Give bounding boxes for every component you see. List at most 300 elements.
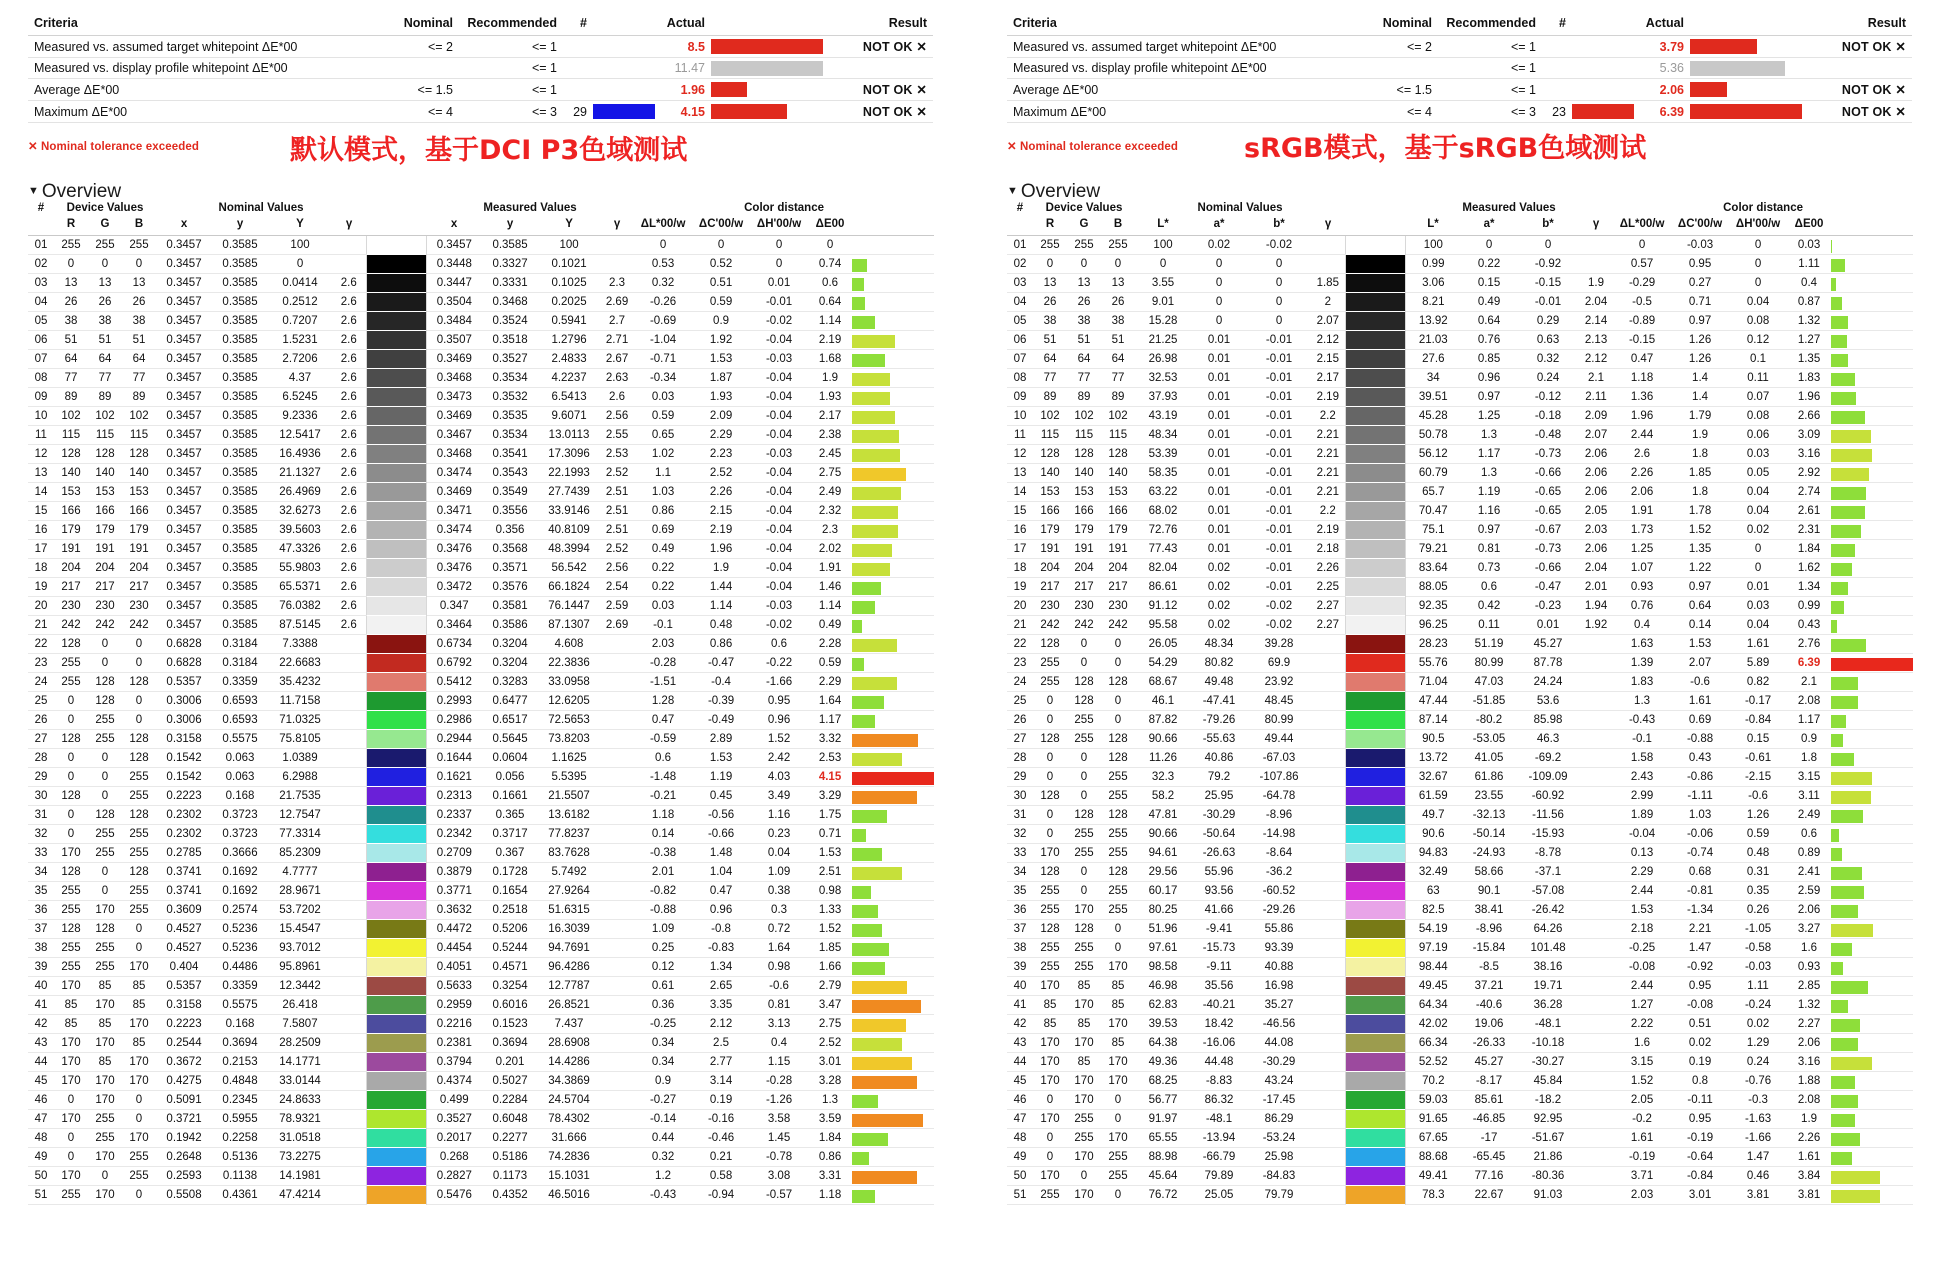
measurement-body [28, 236, 934, 1205]
cell-g: 255 [1067, 844, 1101, 863]
cell-delta-e: 2.08 [1787, 1091, 1831, 1110]
color-swatch [367, 236, 426, 254]
color-swatch-cell [1345, 293, 1405, 312]
cell-measured-2: 0.0604 [482, 749, 538, 768]
color-swatch [1346, 1091, 1405, 1109]
cell-nominal-gamma [332, 1015, 366, 1034]
cell-delta-h: -0.24 [1729, 996, 1787, 1015]
cell-measured-3: -0.23 [1517, 597, 1579, 616]
cell-measured-2: 0.85 [1461, 350, 1517, 369]
cell-r: 0 [1033, 1091, 1067, 1110]
cell-nominal-3: 4.37 [268, 369, 332, 388]
th-mx: x [426, 217, 482, 236]
delta-e-bar [1831, 1133, 1860, 1146]
cell-nominal-gamma: 2.2 [1311, 407, 1345, 426]
delta-e-bar [1831, 1114, 1855, 1127]
cell-nominal-1: 0.5508 [156, 1186, 212, 1205]
cell-nominal-1: 58.35 [1135, 464, 1191, 483]
cell-measured-1: 0.3504 [426, 293, 482, 312]
cell-delta-c: -0.6 [1671, 673, 1729, 692]
cell-g: 170 [1067, 1072, 1101, 1091]
cell-measured-gamma: 2.1 [1579, 369, 1613, 388]
cell-measured-gamma: 2.06 [1579, 540, 1613, 559]
table-row [1007, 882, 1913, 901]
cell-nominal-3: -53.24 [1247, 1129, 1311, 1148]
color-swatch [1346, 996, 1405, 1014]
cell-measured-2: 0.6 [1461, 578, 1517, 597]
cell-r: 166 [54, 502, 88, 521]
cell-measured-2: 0.3586 [482, 616, 538, 635]
cell-measured-gamma [600, 1167, 634, 1186]
cell-b: 0 [1101, 654, 1135, 673]
color-swatch-cell [366, 502, 426, 521]
cell-nominal-1: 21.25 [1135, 331, 1191, 350]
row-index: 45 [1007, 1072, 1033, 1091]
th-dE: ΔE00 [1787, 217, 1831, 236]
table-row [1007, 635, 1913, 654]
cell-nominal-3: 9.2336 [268, 407, 332, 426]
cell-b: 0 [1101, 920, 1135, 939]
cell-g: 255 [1067, 958, 1101, 977]
criteria-result [823, 58, 933, 79]
color-swatch [367, 483, 426, 501]
cell-nominal-gamma [332, 1091, 366, 1110]
cell-nominal-3: -17.45 [1247, 1091, 1311, 1110]
cell-measured-gamma [1579, 1072, 1613, 1091]
cell-delta-e: 1.84 [808, 1129, 852, 1148]
cell-delta-e: 2.38 [808, 426, 852, 445]
color-swatch [367, 635, 426, 653]
cell-nominal-3: -8.64 [1247, 844, 1311, 863]
cell-g: 0 [1067, 654, 1101, 673]
cell-measured-gamma: 2.01 [1579, 578, 1613, 597]
cell-measured-1: 0.6734 [426, 635, 482, 654]
color-swatch [1346, 521, 1405, 539]
cell-nominal-2: 0.02 [1191, 559, 1247, 578]
cell-nominal-gamma: 2.6 [332, 369, 366, 388]
cell-measured-1: 66.34 [1405, 1034, 1461, 1053]
delta-e-bar [1831, 297, 1842, 310]
delta-e-bar-cell [852, 293, 934, 312]
color-swatch [1346, 863, 1405, 881]
cell-measured-1: 49.41 [1405, 1167, 1461, 1186]
cell-nominal-gamma [332, 958, 366, 977]
cell-nominal-3: 31.0518 [268, 1129, 332, 1148]
cell-delta-h: 0.23 [750, 825, 808, 844]
cell-measured-2: 0.5244 [482, 939, 538, 958]
cell-measured-1: 60.79 [1405, 464, 1461, 483]
cell-nominal-2: 86.32 [1191, 1091, 1247, 1110]
cell-delta-e: 3.84 [1787, 1167, 1831, 1186]
cell-delta-h: 3.49 [750, 787, 808, 806]
cell-g: 0 [88, 255, 122, 274]
cell-delta-c: 0.64 [1671, 597, 1729, 616]
row-index: 30 [1007, 787, 1033, 806]
cell-nominal-2: 0.3585 [212, 540, 268, 559]
color-swatch [367, 369, 426, 387]
color-swatch-cell [1345, 1110, 1405, 1129]
cell-delta-c: 1.22 [1671, 559, 1729, 578]
cell-nominal-1: 11.26 [1135, 749, 1191, 768]
cell-delta-h: 0.26 [1729, 901, 1787, 920]
cell-nominal-gamma [1311, 635, 1345, 654]
cell-g: 153 [1067, 483, 1101, 502]
table-row [1007, 996, 1913, 1015]
cell-measured-gamma [1579, 749, 1613, 768]
cell-measured-3: -0.47 [1517, 578, 1579, 597]
cell-nominal-2: 0.3585 [212, 369, 268, 388]
cell-nominal-gamma: 2.19 [1311, 521, 1345, 540]
cell-delta-c: -0.92 [1671, 958, 1729, 977]
cell-measured-gamma: 2.04 [1579, 559, 1613, 578]
cell-nominal-gamma [1311, 255, 1345, 274]
cell-measured-2: 0.5206 [482, 920, 538, 939]
cell-b: 128 [1101, 673, 1135, 692]
delta-e-bar-cell [852, 331, 934, 350]
cell-nominal-gamma [332, 692, 366, 711]
cell-measured-2: 0.3571 [482, 559, 538, 578]
cell-measured-3: -8.78 [1517, 844, 1579, 863]
cell-nominal-3: 1.0389 [268, 749, 332, 768]
cell-g: 128 [1067, 692, 1101, 711]
criteria-result: NOT OK ✕ [823, 36, 933, 58]
delta-e-bar-cell [852, 1110, 934, 1129]
delta-e-bar-cell [1831, 1167, 1913, 1186]
cell-delta-l: 1.25 [1613, 540, 1671, 559]
cell-measured-1: 34 [1405, 369, 1461, 388]
delta-e-bar-cell [1831, 1053, 1913, 1072]
cell-delta-c: 1.26 [1671, 331, 1729, 350]
cell-nominal-gamma [1311, 654, 1345, 673]
cell-nominal-2: 0.5236 [212, 920, 268, 939]
color-swatch [1346, 388, 1405, 406]
delta-e-bar [852, 354, 885, 367]
annotation-title-left: 默认模式，基于DCI P3色域测试 [290, 135, 688, 166]
cell-delta-c: 1.9 [692, 559, 750, 578]
cell-b: 255 [122, 901, 156, 920]
cell-nominal-1: 0.4527 [156, 920, 212, 939]
cell-measured-3: 5.5395 [538, 768, 600, 787]
cell-nominal-3: -67.03 [1247, 749, 1311, 768]
cell-nominal-2: 0.3585 [212, 521, 268, 540]
cell-measured-gamma [1579, 635, 1613, 654]
cell-g: 115 [88, 426, 122, 445]
cell-b: 0 [1101, 255, 1135, 274]
color-swatch [367, 863, 426, 881]
cell-nominal-1: 87.82 [1135, 711, 1191, 730]
cell-measured-2: 0 [1461, 236, 1517, 255]
color-swatch [367, 711, 426, 729]
cell-delta-c: 0.58 [692, 1167, 750, 1186]
cell-measured-3: 33.0958 [538, 673, 600, 692]
cell-nominal-1: 0.3609 [156, 901, 212, 920]
cell-delta-c: -1.34 [1671, 901, 1729, 920]
cell-nominal-gamma [1311, 692, 1345, 711]
row-index: 48 [28, 1129, 54, 1148]
cell-nominal-2: 0.3585 [212, 350, 268, 369]
table-row [1007, 730, 1913, 749]
cell-measured-2: 0.15 [1461, 274, 1517, 293]
overview-toggle-left[interactable] [28, 167, 955, 201]
cell-delta-e: 3.29 [808, 787, 852, 806]
delta-e-bar-cell [1831, 901, 1913, 920]
delta-e-bar [1831, 487, 1866, 500]
cell-nominal-2: 0.3585 [212, 597, 268, 616]
cell-nominal-3: 55.9803 [268, 559, 332, 578]
color-swatch-cell [366, 882, 426, 901]
cell-g: 51 [88, 331, 122, 350]
cell-nominal-gamma [332, 1072, 366, 1091]
cell-delta-c: 1.48 [692, 844, 750, 863]
color-swatch-cell [1345, 1091, 1405, 1110]
cell-delta-c: 0.19 [692, 1091, 750, 1110]
criteria-nominal: <= 1.5 [379, 79, 459, 101]
measurement-table-left [28, 201, 934, 1205]
color-swatch-cell [366, 977, 426, 996]
delta-e-bar [1831, 791, 1871, 804]
cell-r: 230 [54, 597, 88, 616]
cell-b: 85 [122, 996, 156, 1015]
color-swatch [1346, 559, 1405, 577]
cell-delta-c: 2.89 [692, 730, 750, 749]
color-swatch-cell [1345, 939, 1405, 958]
cell-delta-l: 0.53 [634, 255, 692, 274]
cell-measured-gamma: 2.52 [600, 540, 634, 559]
delta-e-bar-cell [852, 635, 934, 654]
cell-r: 85 [1033, 1015, 1067, 1034]
cell-nominal-2: 0.01 [1191, 350, 1247, 369]
cell-r: 170 [1033, 1034, 1067, 1053]
table-row [28, 654, 934, 673]
color-swatch-cell [1345, 350, 1405, 369]
cell-r: 0 [54, 825, 88, 844]
cell-nominal-3: -30.29 [1247, 1053, 1311, 1072]
cell-measured-gamma [1579, 787, 1613, 806]
cell-measured-2: 19.06 [1461, 1015, 1517, 1034]
cell-delta-c: 2.65 [692, 977, 750, 996]
delta-e-bar-cell [852, 521, 934, 540]
delta-e-bar [1831, 1038, 1857, 1051]
cell-nominal-1: 86.61 [1135, 578, 1191, 597]
cell-measured-3: 21.5507 [538, 787, 600, 806]
color-swatch-cell [366, 958, 426, 977]
cell-b: 77 [1101, 369, 1135, 388]
cell-nominal-2: -30.29 [1191, 806, 1247, 825]
cell-delta-h: 0.48 [1729, 844, 1787, 863]
cell-g: 255 [88, 1129, 122, 1148]
cell-nominal-3: -107.86 [1247, 768, 1311, 787]
color-swatch-cell [366, 939, 426, 958]
cell-delta-e: 0.43 [1787, 616, 1831, 635]
row-index: 44 [1007, 1053, 1033, 1072]
cell-delta-c: -0.39 [692, 692, 750, 711]
cell-delta-c: -0.88 [1671, 730, 1729, 749]
cell-measured-2: 22.67 [1461, 1186, 1517, 1205]
cell-nominal-gamma [332, 920, 366, 939]
color-swatch-cell [366, 825, 426, 844]
cell-measured-2: 0.3534 [482, 369, 538, 388]
cell-measured-3: 45.84 [1517, 1072, 1579, 1091]
cell-r: 0 [54, 806, 88, 825]
cell-nominal-1: 0.3672 [156, 1053, 212, 1072]
collapse-triangle-icon[interactable]: ▼ [28, 185, 39, 197]
delta-e-bar-cell [852, 920, 934, 939]
cell-measured-1: 71.04 [1405, 673, 1461, 692]
cell-delta-e: 0.98 [808, 882, 852, 901]
color-swatch [1346, 977, 1405, 995]
cell-nominal-1: 0.2223 [156, 787, 212, 806]
cell-delta-l: 1.03 [634, 483, 692, 502]
cell-delta-c: 1.53 [1671, 635, 1729, 654]
cell-measured-3: 53.6 [1517, 692, 1579, 711]
cell-nominal-1: 72.76 [1135, 521, 1191, 540]
cell-nominal-2: 0.6593 [212, 692, 268, 711]
cell-measured-1: 64.34 [1405, 996, 1461, 1015]
color-swatch [1346, 578, 1405, 596]
th-nb: b* [1247, 217, 1311, 236]
cell-measured-1: 0.2216 [426, 1015, 482, 1034]
cell-delta-l: -0.04 [1613, 825, 1671, 844]
cell-delta-h: 0.72 [750, 920, 808, 939]
color-swatch [367, 521, 426, 539]
cell-nominal-gamma: 2.6 [332, 331, 366, 350]
cell-delta-h: -0.04 [750, 331, 808, 350]
cell-delta-h: 0.04 [1729, 502, 1787, 521]
cell-delta-l: 0.69 [634, 521, 692, 540]
cell-measured-3: 46.5016 [538, 1186, 600, 1205]
cell-measured-3: 46.3 [1517, 730, 1579, 749]
cell-measured-2: -8.5 [1461, 958, 1517, 977]
cell-r: 85 [54, 1015, 88, 1034]
cell-g: 140 [1067, 464, 1101, 483]
cell-delta-e: 1.96 [1787, 388, 1831, 407]
color-swatch-cell [366, 1072, 426, 1091]
table-row [28, 996, 934, 1015]
cell-delta-h: 1.11 [1729, 977, 1787, 996]
cell-measured-2: 0.5186 [482, 1148, 538, 1167]
cell-r: 179 [1033, 521, 1067, 540]
cell-nominal-1: 0.2223 [156, 1015, 212, 1034]
cell-measured-2: 0.3518 [482, 331, 538, 350]
table-row [1007, 939, 1913, 958]
cell-g: 242 [88, 616, 122, 635]
cell-delta-l: -0.43 [1613, 711, 1671, 730]
overview-toggle-right[interactable] [1007, 167, 1934, 201]
color-swatch [1346, 312, 1405, 330]
cell-measured-1: 39.51 [1405, 388, 1461, 407]
cell-nominal-3: -0.01 [1247, 369, 1311, 388]
th-dE: ΔE00 [808, 217, 852, 236]
cell-delta-e: 3.32 [808, 730, 852, 749]
criteria-actual-bar [1690, 79, 1802, 101]
color-swatch-cell [1345, 521, 1405, 540]
cell-measured-3: 0.24 [1517, 369, 1579, 388]
cell-b: 128 [1101, 749, 1135, 768]
table-row [1007, 350, 1913, 369]
row-index: 03 [28, 274, 54, 293]
cell-delta-h: 0.59 [1729, 825, 1787, 844]
table-row [1007, 578, 1913, 597]
cell-measured-3: 12.6205 [538, 692, 600, 711]
delta-e-bar [852, 715, 875, 728]
cell-b: 0 [1101, 635, 1135, 654]
cell-r: 13 [54, 274, 88, 293]
cell-measured-gamma: 2.09 [1579, 407, 1613, 426]
cell-delta-c: 0.97 [1671, 312, 1729, 331]
cell-measured-gamma [600, 1110, 634, 1129]
cell-b: 140 [122, 464, 156, 483]
cell-nominal-2: 0.2153 [212, 1053, 268, 1072]
table-row [1007, 312, 1913, 331]
delta-e-bar [852, 297, 865, 310]
cell-nominal-2: 0.4486 [212, 958, 268, 977]
color-swatch-cell [1345, 635, 1405, 654]
cell-delta-l: 1.53 [1613, 901, 1671, 920]
table-row [28, 1034, 934, 1053]
cell-delta-e: 4.15 [808, 768, 852, 787]
color-swatch-cell [366, 293, 426, 312]
criteria-head [1007, 14, 1912, 36]
cell-r: 89 [1033, 388, 1067, 407]
cell-nominal-3: 76.0382 [268, 597, 332, 616]
cell-delta-l: -0.25 [634, 1015, 692, 1034]
cell-measured-1: 0.3632 [426, 901, 482, 920]
cell-delta-h: 0.03 [1729, 597, 1787, 616]
cell-nominal-2: 55.96 [1191, 863, 1247, 882]
cell-nominal-1: 0.3457 [156, 464, 212, 483]
table-row [1007, 1167, 1913, 1186]
cell-delta-l: 2.18 [1613, 920, 1671, 939]
cell-nominal-2: 0.3359 [212, 673, 268, 692]
table-row [28, 1091, 934, 1110]
cell-nominal-gamma [332, 768, 366, 787]
cell-measured-2: 0.5645 [482, 730, 538, 749]
cell-g: 255 [88, 825, 122, 844]
row-index: 38 [1007, 939, 1033, 958]
cell-delta-e: 2.61 [1787, 502, 1831, 521]
cell-nominal-gamma [1311, 749, 1345, 768]
delta-e-bar [852, 677, 897, 690]
cell-r: 191 [54, 540, 88, 559]
cell-delta-c: -0.66 [692, 825, 750, 844]
delta-e-bar [852, 1000, 921, 1013]
cell-delta-l: 2.06 [1613, 483, 1671, 502]
cell-r: 153 [54, 483, 88, 502]
table-row [1007, 274, 1913, 293]
cell-nominal-gamma [1311, 920, 1345, 939]
cell-measured-3: 1.1625 [538, 749, 600, 768]
cell-measured-2: 0.76 [1461, 331, 1517, 350]
grp-nominal-values: Nominal Values [218, 202, 304, 214]
delta-e-bar [1831, 867, 1862, 880]
cell-delta-l: 1.89 [1613, 806, 1671, 825]
color-swatch-cell [1345, 1034, 1405, 1053]
color-swatch [367, 1186, 426, 1204]
cell-nominal-gamma: 2.19 [1311, 388, 1345, 407]
cell-delta-l: 2.6 [1613, 445, 1671, 464]
cell-nominal-2: -79.26 [1191, 711, 1247, 730]
cell-nominal-3: 16.4936 [268, 445, 332, 464]
cell-measured-2: 61.86 [1461, 768, 1517, 787]
row-index: 37 [28, 920, 54, 939]
delta-e-bar-cell [1831, 597, 1913, 616]
cell-delta-h: 1.47 [1729, 1148, 1787, 1167]
cell-b: 255 [1101, 768, 1135, 787]
col-nominal: Nominal [1358, 14, 1438, 36]
cell-delta-h: 0.31 [1729, 863, 1787, 882]
collapse-triangle-icon[interactable]: ▼ [1007, 185, 1018, 197]
cell-measured-3: 87.1307 [538, 616, 600, 635]
